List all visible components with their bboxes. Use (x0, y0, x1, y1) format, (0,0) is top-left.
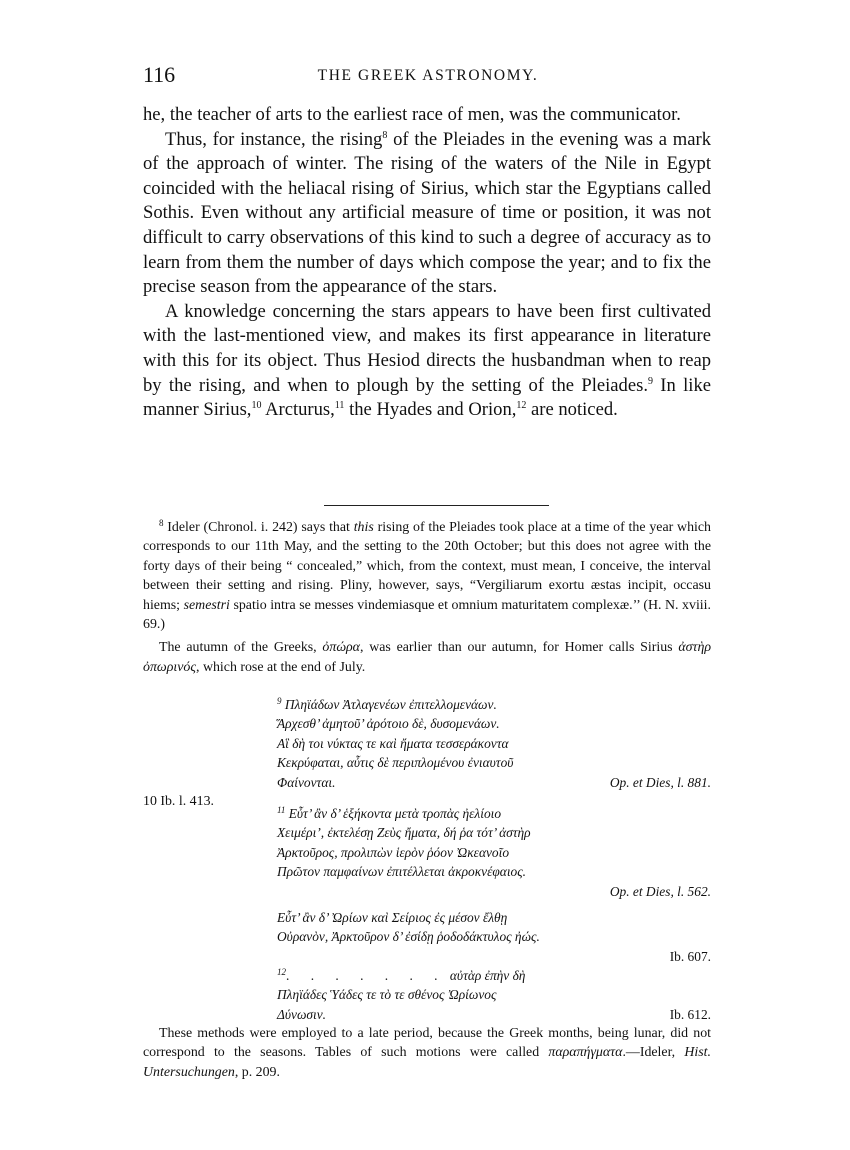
footnote-divider (324, 505, 549, 506)
citation: Op. et Dies, l. 881. (609, 774, 711, 790)
verse-line (277, 804, 711, 823)
paragraph-3 (143, 300, 711, 423)
text-span: .—Ideler, (622, 1045, 685, 1061)
page-number: 116 (143, 62, 176, 87)
footnote-mark: 8 (159, 518, 164, 528)
footnote-11-verse-b (277, 908, 711, 966)
italic-text: Hist. Untersuchungen (143, 1045, 711, 1080)
footnotes (143, 518, 711, 677)
closing-note (143, 1024, 711, 1082)
verse-line (277, 695, 711, 714)
verse-text: Φαίνονται. (277, 774, 336, 790)
citation: Op. et Dies, l. 562. (609, 883, 711, 899)
footnote-ref-8: 8 (382, 129, 388, 141)
verse-line: Πληϊάδες Ὑάδες τε τὸ τε σθένος Ὠρίωνος (277, 987, 497, 1003)
ellipsis-dots: . . . . . . . (286, 968, 447, 983)
text-span: A knowledge concerning the stars appears to have been first cultivated with the last-mentioned view, and makes its first appearance in literature with this for its object. Thus Hesiod directs the husbandman when to reap by the rising, and when to plough by the setting of the Pleiades. (143, 300, 711, 396)
running-title: THE GREEK ASTRONOMY. (317, 67, 539, 84)
verse-line: Ἅρχεσθ’ ἀμητοῦ’ ἀρότοιο δὲ, δυσομενάων. (277, 716, 500, 732)
verse-line: Εὖτ’ ἂν δ’ Ὠρίων καὶ Σείριος ἐς μέσον ἔλθῃ (277, 910, 508, 925)
page-header (143, 62, 713, 92)
greek-text: παραπήγματα (548, 1045, 623, 1061)
citation: Ib. 612. (669, 1006, 711, 1022)
verse-line: Οὐρανὸν, Ἀρκτοῦρον δ’ ἐσίδῃ ῥοδοδάκτυλος ἠώς. (277, 929, 540, 945)
footnote-autumn (143, 638, 711, 677)
verse-line: Ἀρκτοῦρος, προλιπὼν ἱερὸν ῥόον Ὠκεανοῖο (277, 844, 510, 860)
text-span: Arcturus, (261, 399, 335, 421)
verse-line (277, 773, 711, 792)
text-span: The autumn of the Greeks, (159, 640, 323, 656)
footnote-9-verse (277, 695, 711, 792)
verse-line: Αἳ δὴ τοι νύκτας τε καὶ ἤματα τεσσεράκοντα (277, 735, 509, 751)
footnote-10: 10 Ib. l. 413. (143, 794, 214, 809)
text-span: rising of the Pleiades took place at a time of the year which corresponds to our 11th May, and the setting to the 20th October; but this does not agree with the forty days of their being “ concealed,” which, from the context, must mean, I conceive, the interval between their setting and rising. Pliny, however, says, “Vergiliarum exortu æstas incipit, occasu hiems; (143, 520, 711, 613)
footnote-mark: 11 (277, 805, 286, 815)
verse-text: αὐτὰρ ἐπὴν δὴ (449, 968, 526, 983)
footnote-mark: 9 (277, 696, 282, 706)
footnote-ref-11: 11 (334, 400, 345, 412)
text-span: are noticed. (526, 399, 618, 421)
text-span: , p. 209. (234, 1064, 280, 1080)
paragraph-1: he, the teacher of arts to the earliest race of men, was the communicator. (143, 104, 681, 125)
italic-text: this (353, 520, 374, 535)
verse-text: Δύνωσιν. (277, 1006, 327, 1022)
main-text (143, 103, 711, 423)
text-span: the Hyades and Orion, (344, 399, 517, 421)
verse-text: Εὖτ’ ἂν δ’ ἑξήκοντα μετὰ τροπὰς ἠελίοιο (288, 806, 502, 821)
verse-line: Χειμέρι’, ἐκτελέσῃ Ζεὺς ἤματα, δή ῥα τότ’ ἀστὴρ (277, 825, 531, 841)
verse-line (277, 1005, 711, 1024)
footnote-ref-9: 9 (648, 375, 653, 387)
footnote-ref-12: 12 (516, 400, 527, 412)
text-span: In like manner Sirius, (143, 374, 711, 421)
greek-text: ἀστὴρ ὀπωρινός (143, 640, 712, 675)
footnote-mark: 12 (277, 967, 286, 977)
verse-line: Πρῶτον παμφαίνων ἐπιτέλλεται ἀκροκνέφαιος. (277, 864, 527, 880)
text-span: spatio intra se messes vindemiasque et omnium maturitatem complexæ.’’ (H. N. xviii. 69.) (143, 597, 711, 633)
text-span: These methods were employed to a late period, because the Greek months, being lunar, did not correspond to the seasons. Tables of such motions were called (143, 1026, 711, 1061)
text-span: Ideler (Chronol. i. 242) says that (163, 520, 354, 535)
greek-text: ὀπώρα (322, 640, 360, 656)
footnote-ref-10: 10 (251, 400, 262, 412)
text-span: , which rose at the end of July. (196, 659, 366, 675)
verse-text: Πληϊάδων Ἀτλαγενέων ἐπιτελλομενάων. (284, 697, 497, 712)
text-span: of the Pleiades in the evening was a mark of the approach of winter. The rising of the waters of the Nile in Egypt coincided with the heliacal rising of Sirius, which star the Egyptians called Sothis. Even without any artificial measure of time or position, it was not difficult to carry observations of this kind to such a degree of accuracy as to learn from them the number of days which compose the year; and to fix the precise season from the appearance of the stars. (143, 128, 711, 298)
verse-line (277, 966, 711, 985)
text-span: , was earlier than our autumn, for Homer calls Sirius (359, 640, 679, 656)
footnote-12-verse (277, 966, 711, 1024)
text-span: Thus, for instance, the rising (165, 128, 383, 150)
italic-text: semestri (183, 597, 230, 613)
footnote-8 (143, 518, 711, 634)
paragraph-2 (143, 128, 711, 300)
citation: Ib. 607. (669, 948, 711, 964)
closing-paragraph (143, 1024, 711, 1082)
footnote-11-verse (277, 804, 711, 901)
verse-line: Κεκρύφαται, αὖτις δὲ περιπλομένου ἐνιαυτοῦ (277, 755, 514, 771)
